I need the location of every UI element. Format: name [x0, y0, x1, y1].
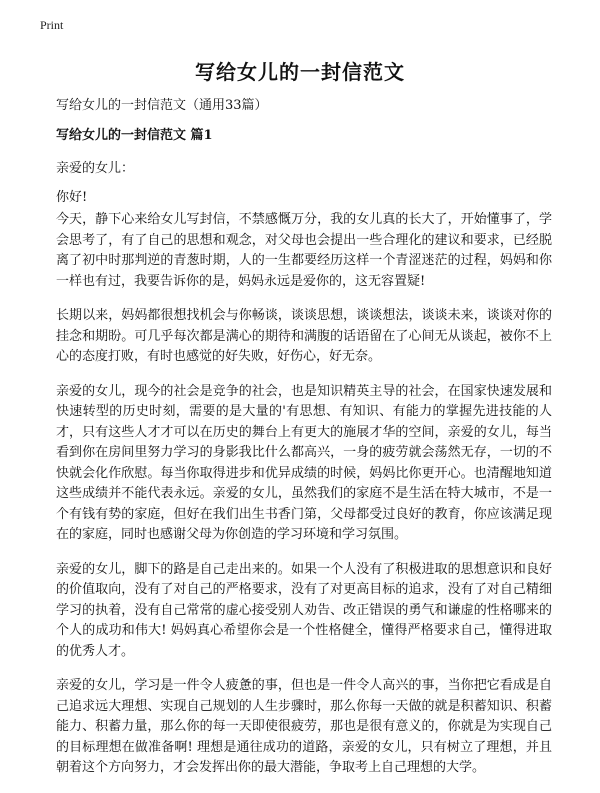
paragraph-1: 今天，静下心来给女儿写封信，不禁感慨万分，我的女儿真的长大了，开始懂事了，学会思考了，有了自己的思想和观念，对父母也会提出一些合理化的建议和要求，已经脱离了初中时那判逆的青葱时期，人的一生都要经历这样一个青涩迷茫的过程，妈妈和你一样也有过，我要告诉你的是，妈妈永远是爱你的，这无容置疑!	[56, 212, 552, 289]
page-title: 写给女儿的一封信范文	[195, 60, 405, 84]
paragraph-2: 长期以来，妈妈都很想找机会与你畅谈，谈谈思想，谈谈想法，谈谈未来，谈谈对你的挂念和期盼。可几乎每次都是满心的期待和满腹的话语留在了心间无从谈起，被你不上心的态度打败，有时也感觉的好失败，好伤心，好无奈。	[56, 308, 552, 364]
salutation: 亲爱的女儿：	[56, 161, 135, 176]
paragraph-5: 亲爱的女儿，学习是一件令人疲惫的事，但也是一件令人高兴的事，当你把它看成是自己追求远大理想、实现自己规划的人生步骤时，那么你每一天做的就是积蓄知识、积蓄能力、积蓄力量，那么你的每一天即使很疲劳，那也是很有意义的，你就是为实现自己的目标理想在做准备啊! 理想是通往成功的道路，亲爱的女儿，只有树立了理想，并且朝着这个方向努力，才会发挥出你的最大潜能，争取考上自己理想的大学。	[56, 678, 552, 775]
section-heading: 写给女儿的一封信范文 篇1	[56, 128, 213, 143]
paragraph-3: 亲爱的女儿，现今的社会是竞争的社会，也是知识精英主导的社会，在国家快速发展和快速转型的历史时刻，需要的是大量的'有思想、有知识、有能力的掌握先进技能的人才，只有这些人才才可以在历史的舞台上有更大的施展才华的空间，亲爱的女儿，每当看到你在房间里努力学习的身影我比什么都高兴，一身的疲劳就会荡然无存，一切的不快就会化作欣慰。每当你取得进步和优异成绩的时候，妈妈比你更开心。也清醒地知道这些成绩并不能代表永远。亲爱的女儿，虽然我们的家庭不是生活在特大城市，不是一个有钱有势的家庭，但好在我们出生书香门第，父母都受过良好的教育，你应该满足现在的家庭，同时也感谢父母为你创造的学习环境和学习氛围。	[56, 383, 552, 542]
paragraph-4: 亲爱的女儿，脚下的路是自己走出来的。如果一个人没有了积极进取的思想意识和良好的价值取向，没有了对自己的严格要求，没有了对更高目标的追求，没有了对自己精细学习的执着，没有自己常常的虚心接受别人劝告、改正错误的勇气和谦虚的性格哪来的个人的成功和伟大! 妈妈真心希望你会是一个性格健全，懂得严格要求自己，懂得进取的优秀人才。	[56, 561, 552, 659]
document-subtitle: 写给女儿的一封信范文（通用33篇）	[56, 98, 268, 113]
letter-body	[56, 210, 552, 793]
greeting: 你好!	[56, 190, 88, 205]
print-link[interactable]: Print	[40, 18, 64, 32]
